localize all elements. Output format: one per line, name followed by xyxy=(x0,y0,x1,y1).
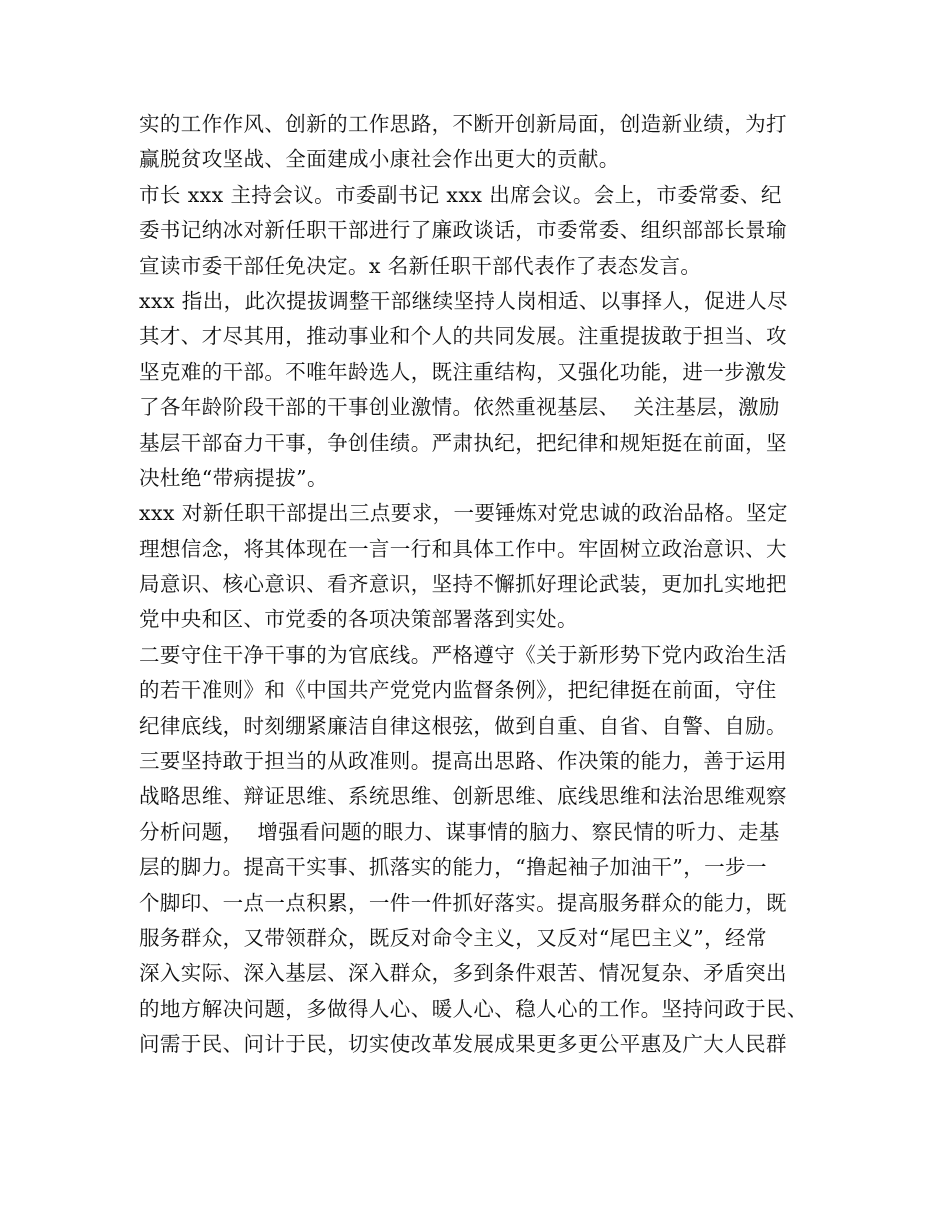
text-line: 服务群众，又带领群众，既反对命令主义，又反对“尾巴主义”，经常 xyxy=(139,925,767,950)
text-line: 问需于民、问计于民，切实使改革发展成果更多更公平惠及广大人民群 xyxy=(139,1032,787,1057)
text-line: 理想信念，将其体现在一言一行和具体工作中。牢固树立政治意识、大 xyxy=(139,536,787,561)
text-line: 深入实际、深入基层、深入群众，多到条件艰苦、情况复杂、矛盾突出 xyxy=(139,961,787,986)
text-line: xxx 指出，此次提拔调整干部继续坚持人岗相适、以事择人，促进人尽 xyxy=(139,288,788,313)
text-line: 战略思维、辩证思维、系统思维、创新思维、底线思维和法治思维观察 xyxy=(139,784,787,809)
text-line: 三要坚持敢于担当的从政准则。提高出思路、作决策的能力，善于运用 xyxy=(139,749,787,774)
text-line: 了各年龄阶段干部的干事创业激情。依然重视基层、 关注基层，激励 xyxy=(139,395,780,420)
text-line: 分析问题， 增强看问题的眼力、谋事情的脑力、察民情的听力、走基 xyxy=(139,819,780,844)
text-line: 纪律底线，时刻绷紧廉洁自律这根弦，做到自重、自省、自警、自励。 xyxy=(139,713,787,738)
text-line: 的地方解决问题，多做得人心、暖人心、稳人心的工作。坚持问政于民、 xyxy=(139,996,808,1021)
text-line: 实的工作作风、创新的工作思路，不断开创新局面，创造新业绩，为打 xyxy=(139,112,787,136)
text-line: 其才、才尽其用，推动事业和个人的共同发展。注重提拔敢于担当、攻 xyxy=(139,324,787,349)
text-line: 坚克难的干部。不唯年龄选人，既注重结构，又强化功能，进一步激发 xyxy=(139,359,787,384)
text-line: 决杜绝“带病提拔”。 xyxy=(139,465,328,490)
body-text xyxy=(139,107,829,1063)
text-line: 层的脚力。提高干实事、抓落实的能力，“撸起袖子加油干”，一步一 xyxy=(139,855,767,880)
text-line: 的若干准则》和《中国共产党党内监督条例》，把纪律挺在前面，守住 xyxy=(139,678,777,703)
text-line: 党中央和区、市党委的各项决策部署落到实处。 xyxy=(139,607,578,632)
text-line: 宣读市委干部任免决定。x 名新任职干部代表作了表态发言。 xyxy=(139,253,702,278)
text-line: 基层干部奋力干事，争创佳绩。严肃执纪，把纪律和规矩挺在前面，坚 xyxy=(139,430,787,455)
text-line: 市长 xxx 主持会议。市委副书记 xxx 出席会议。会上，市委常委、纪 xyxy=(139,182,782,207)
text-line: xxx 对新任职干部提出三点要求，一要锤炼对党忠诚的政治品格。坚定 xyxy=(139,501,788,526)
text-line: 个脚印、一点一点积累，一件一件抓好落实。提高服务群众的能力，既 xyxy=(139,890,787,915)
text-line: 二要守住干净干事的为官底线。严格遵守《关于新形势下党内政治生活 xyxy=(139,642,787,667)
text-line: 赢脱贫攻坚战、全面建成小康社会作出更大的贡献。 xyxy=(139,147,620,172)
text-line: 局意识、核心意识、看齐意识，坚持不懈抓好理论武装，更加扎实地把 xyxy=(139,572,787,597)
text-line: 委书记纳冰对新任职干部进行了廉政谈话，市委常委、组织部部长景瑜 xyxy=(139,218,787,243)
